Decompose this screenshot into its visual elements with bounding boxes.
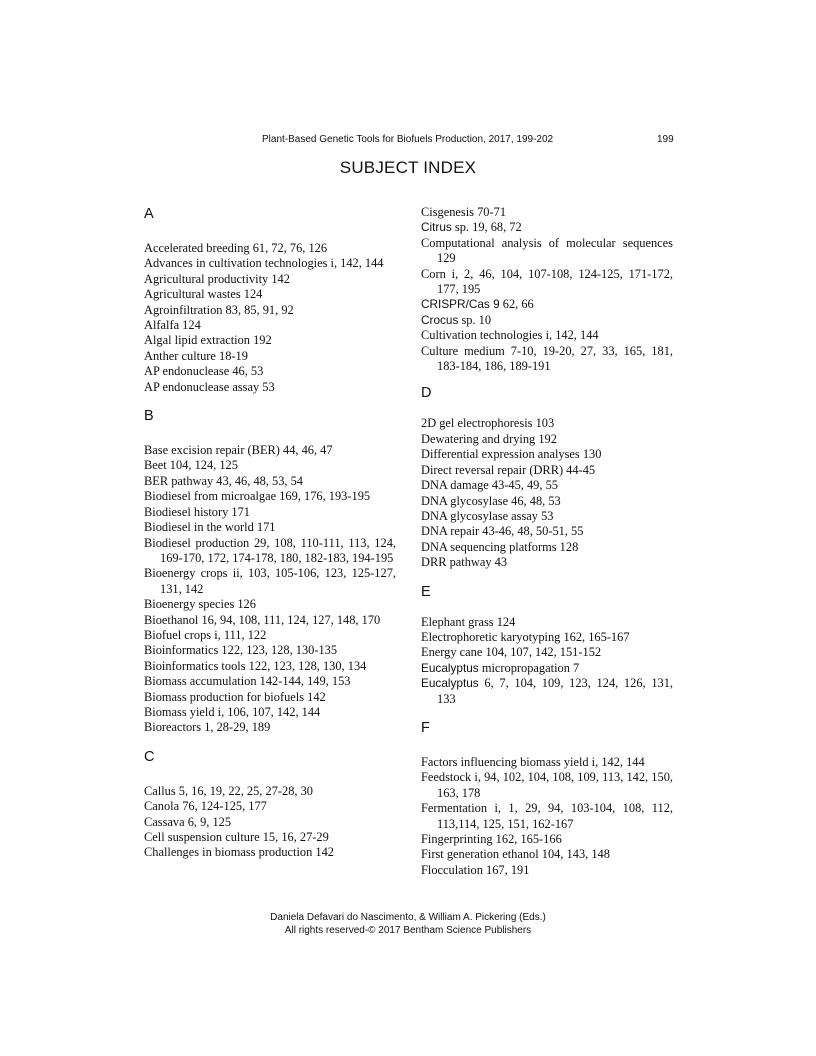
index-entry-text: Biofuel crops i, 111, 122 (144, 627, 267, 642)
index-entry (421, 205, 673, 220)
index-entry-text: Callus 5, 16, 19, 22, 25, 27-28, 30 (144, 783, 313, 798)
index-entry-text: Corn i, 2, 46, 104, 107-108, 124-125, 171-172, 177, 195 (421, 266, 673, 297)
section-letter-d: D (421, 385, 432, 402)
index-entry (421, 615, 673, 630)
index-entry (421, 755, 673, 770)
index-entry-text: Base excision repair (BER) 44, 46, 47 (144, 443, 333, 458)
index-entry-text: sp. 10 (458, 312, 492, 327)
index-entry-text: DNA damage 43-45, 49, 55 (421, 478, 558, 493)
index-entry (421, 478, 673, 493)
section-letter-e: E (421, 583, 431, 600)
index-entry-text: Accelerated breeding 61, 72, 76, 126 (144, 241, 328, 255)
index-entry (144, 520, 396, 535)
index-entry-text: Biodiesel in the world 171 (144, 520, 276, 535)
index-entry-text: Agricultural productivity 142 (144, 271, 290, 286)
index-entry-term: Eucalyptus (421, 660, 479, 675)
index-entry-text: Canola 76, 124-125, 177 (144, 799, 267, 814)
index-entry (144, 272, 396, 287)
index-entry (421, 540, 673, 555)
section-letter-b: B (144, 408, 154, 425)
index-entry (144, 784, 396, 799)
index-entry-text: AP endonuclease 46, 53 (144, 364, 264, 379)
index-entry (144, 720, 396, 735)
index-entry (421, 832, 673, 847)
index-entry-text: Bioreactors 1, 28-29, 189 (144, 720, 271, 735)
index-entry (144, 536, 396, 567)
index-column-left (144, 205, 396, 861)
index-entry (421, 801, 673, 832)
index-entry (421, 220, 673, 235)
index-entry (421, 432, 673, 447)
index-entry-text: 2D gel electrophoresis 103 (421, 416, 555, 431)
index-entry (421, 524, 673, 539)
index-entry (144, 318, 396, 333)
index-entry-text: Anther culture 18-19 (144, 348, 248, 363)
index-entry (144, 333, 396, 348)
index-entry (144, 613, 396, 628)
index-entry-text: DNA sequencing platforms 128 (421, 539, 579, 554)
index-entry (144, 815, 396, 830)
index-entry-text: DNA glycosylase 46, 48, 53 (421, 493, 561, 508)
index-entry (144, 643, 396, 658)
index-entry (421, 863, 673, 878)
index-entry-text: Bioinformatics 122, 123, 128, 130-135 (144, 643, 338, 658)
page-title: SUBJECT INDEX (339, 158, 477, 177)
index-entry (144, 566, 396, 597)
index-entry-text: Feedstock i, 94, 102, 104, 108, 109, 113, 142, 150, 163, 178 (421, 770, 673, 800)
page-number: 199 (657, 134, 674, 145)
index-entry (144, 489, 396, 504)
index-entry-text: DNA glycosylase assay 53 (421, 508, 554, 523)
index-entry (144, 349, 396, 364)
index-entry (144, 443, 396, 458)
index-entry (144, 287, 396, 302)
section-letter-c: C (144, 748, 155, 765)
section-letter-f: F (421, 719, 430, 736)
index-entry-text: AP endonuclease assay 53 (144, 379, 275, 394)
footer-copyright: All rights reserved-© 2017 Bentham Science Publishers (284, 925, 532, 936)
index-entry-text: Agricultural wastes 124 (144, 287, 263, 302)
index-entry-text: Computational analysis of molecular sequences 129 (421, 235, 673, 266)
index-entry (421, 676, 673, 707)
index-entry-text: Challenges in biomass production 142 (144, 845, 334, 860)
index-entry-text: micropropagation 7 (478, 660, 580, 675)
index-entry-text: 62, 66 (499, 297, 534, 312)
index-entry-text: Fermentation i, 1, 29, 94, 103-104, 108, 112, 113,114, 125, 151, 162-167 (421, 801, 673, 831)
index-entry-text: Advances in cultivation technologies i, 142, 144 (144, 256, 384, 271)
index-entry-text: DNA repair 43-46, 48, 50-51, 55 (421, 524, 584, 539)
index-entry (421, 630, 673, 645)
index-entry (421, 847, 673, 862)
index-entry-text: Bioinformatics tools 122, 123, 128, 130, 134 (144, 658, 367, 673)
footer-editors: Daniela Defavari do Nascimento, & William A. Pickering (Eds.) (270, 912, 546, 923)
index-entry (144, 458, 396, 473)
index-entry-text: Bioenergy species 126 (144, 597, 256, 612)
index-entry-text: sp. 19, 68, 72 (451, 220, 522, 235)
index-entry (421, 509, 673, 524)
index-entry (144, 303, 396, 318)
index-entry-text: Bioethanol 16, 94, 108, 111, 124, 127, 148, 170 (144, 612, 381, 627)
index-entry-term: Eucalyptus (421, 676, 479, 691)
index-entry-term: Citrus (421, 220, 452, 235)
index-entry-text: Electrophoretic karyotyping 162, 165-167 (421, 629, 630, 644)
index-entry (144, 690, 396, 705)
index-entry (144, 659, 396, 674)
index-entry-text: Elephant grass 124 (421, 614, 516, 629)
index-entry-text: Flocculation 167, 191 (421, 862, 530, 877)
index-entry-text: Biomass yield i, 106, 107, 142, 144 (144, 704, 321, 719)
index-entry-text: BER pathway 43, 46, 48, 53, 54 (144, 473, 304, 488)
footer (0, 911, 816, 937)
index-entry (144, 505, 396, 520)
index-entry-text: Factors influencing biomass yield i, 142, 144 (421, 754, 645, 769)
index-entry-text: Biomass production for biofuels 142 (144, 689, 326, 704)
index-entry-text: Biodiesel production 29, 108, 110-111, 113, 124, 169-170, 172, 174-178, 180, 182-183, 194-195 (144, 535, 396, 565)
index-entry (421, 770, 673, 801)
index-entry-text: Cisgenesis 70-71 (421, 205, 507, 219)
index-entry (144, 241, 396, 256)
index-entry (421, 416, 673, 431)
section-letter-a: A (144, 206, 154, 222)
index-entry-text: DRR pathway 43 (421, 555, 508, 570)
running-title: Plant-Based Genetic Tools for Biofuels Production, 2017, 199-202 (262, 134, 554, 145)
index-entry-text: Differential expression analyses 130 (421, 447, 602, 462)
index-entry-text: Fingerprinting 162, 165-166 (421, 832, 562, 846)
index-entry-text: Dewatering and drying 192 (421, 431, 557, 446)
index-entry-term: CRISPR/Cas 9 (421, 297, 500, 312)
index-column-right (421, 205, 673, 878)
index-entry (421, 297, 673, 312)
index-entry (144, 705, 396, 720)
index-entry-text: Algal lipid extraction 192 (144, 333, 272, 348)
index-entry-term: Crocus (421, 312, 459, 327)
index-entry (421, 447, 673, 462)
index-entry (144, 830, 396, 845)
index-entry (144, 799, 396, 814)
index-entry-text: Culture medium 7-10, 19-20, 27, 33, 165, 181, 183-184, 186, 189-191 (421, 343, 673, 374)
index-entry (144, 380, 396, 395)
index-entry (144, 674, 396, 689)
index-entry (144, 256, 396, 271)
index-entry (421, 344, 673, 375)
index-entry (421, 328, 673, 343)
index-entry-text: Bioenergy crops ii, 103, 105-106, 123, 125-127, 131, 142 (144, 566, 396, 596)
index-entry-text: Direct reversal repair (DRR) 44-45 (421, 462, 596, 477)
index-entry (421, 555, 673, 570)
index-entry-text: Cell suspension culture 15, 16, 27-29 (144, 830, 329, 844)
index-entry (144, 597, 396, 612)
index-entry-text: First generation ethanol 104, 143, 148 (421, 847, 610, 862)
index-entry (421, 661, 673, 676)
index-entry-text: Beet 104, 124, 125 (144, 458, 238, 473)
index-entry (421, 645, 673, 660)
index-entry-text: Cultivation technologies i, 142, 144 (421, 328, 599, 343)
index-entry-text: Alfalfa 124 (144, 318, 201, 333)
index-entry-text: Cassava 6, 9, 125 (144, 814, 232, 829)
index-entry (144, 474, 396, 489)
index-entry-text: Agroinfiltration 83, 85, 91, 92 (144, 302, 294, 317)
index-entry-text: Biodiesel history 171 (144, 504, 251, 519)
index-entry (421, 463, 673, 478)
index-entry (144, 628, 396, 643)
index-entry (421, 494, 673, 509)
index-entry-text: Biomass accumulation 142-144, 149, 153 (144, 674, 351, 689)
index-entry-text: 6, 7, 104, 109, 123, 124, 126, 131, 133 (437, 676, 673, 706)
index-entry-text: Energy cane 104, 107, 142, 151-152 (421, 645, 602, 660)
index-entry (144, 364, 396, 379)
index-entry-text: Biodiesel from microalgae 169, 176, 193-195 (144, 489, 371, 504)
running-head (0, 134, 816, 148)
index-entry (421, 236, 673, 267)
index-entry (144, 845, 396, 860)
index-entry (421, 267, 673, 298)
index-entry (421, 313, 673, 328)
